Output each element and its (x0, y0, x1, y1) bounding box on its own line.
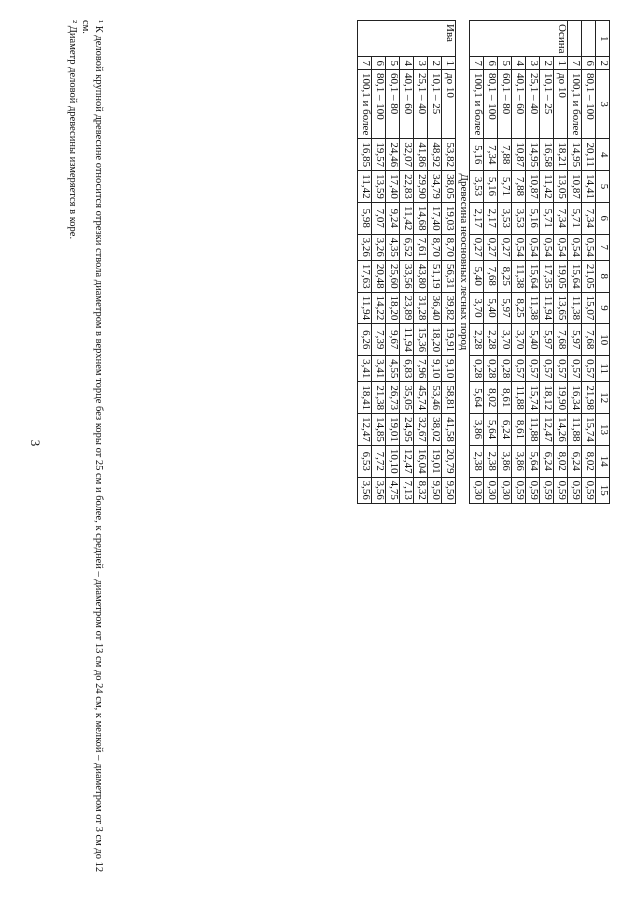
value-cell: 14,95 (526, 139, 540, 171)
value-cell: 0,59 (512, 477, 526, 503)
value-cell: 5,64 (526, 445, 540, 477)
value-cell: 13,59 (372, 171, 386, 203)
value-cell: 15,64 (526, 260, 540, 292)
row-number: 7 (358, 57, 372, 70)
value-cell: 5,98 (358, 202, 372, 234)
row-number: 6 (484, 57, 498, 70)
value-cell: 21,38 (372, 382, 386, 414)
column-header: 4 (596, 139, 610, 171)
value-cell: 32,07 (400, 139, 414, 171)
value-cell: 26,73 (386, 382, 400, 414)
value-cell: 7,39 (372, 324, 386, 356)
value-cell: 20,11 (582, 139, 596, 171)
value-cell: 18,12 (540, 382, 554, 414)
value-cell: 7,68 (554, 324, 568, 356)
value-cell: 38,02 (428, 414, 442, 446)
value-cell: 19,91 (442, 324, 456, 356)
diameter-class: 40,1 – 60 (512, 69, 526, 138)
species-name: Осина (470, 21, 568, 57)
species-cell (568, 21, 582, 57)
value-cell: 0,28 (484, 356, 498, 382)
value-cell: 0,30 (470, 477, 484, 503)
value-cell: 11,94 (540, 292, 554, 324)
row-number: 3 (526, 57, 540, 70)
value-cell: 11,42 (540, 171, 554, 203)
value-cell: 11,38 (512, 260, 526, 292)
value-cell: 3,86 (470, 414, 484, 446)
value-cell: 5,40 (470, 260, 484, 292)
diameter-class: 25,1 – 40 (414, 69, 428, 138)
value-cell: 6,26 (358, 324, 372, 356)
value-cell: 38,05 (442, 171, 456, 203)
column-header: 6 (596, 202, 610, 234)
value-cell: 15,64 (568, 260, 582, 292)
value-cell: 43,80 (414, 260, 428, 292)
value-cell: 3,41 (358, 356, 372, 382)
table-row (554, 21, 568, 504)
page-number: 3 (28, 439, 43, 447)
value-cell: 14,26 (554, 414, 568, 446)
column-header: 12 (596, 382, 610, 414)
value-cell: 5,64 (470, 382, 484, 414)
row-number: 6 (582, 57, 596, 70)
value-cell: 31,28 (414, 292, 428, 324)
value-cell: 0,57 (582, 356, 596, 382)
value-cell: 9,50 (442, 477, 456, 503)
value-cell: 2,38 (470, 445, 484, 477)
value-cell: 20,79 (442, 445, 456, 477)
column-header: 8 (596, 260, 610, 292)
value-cell: 6,52 (400, 234, 414, 260)
row-number: 4 (512, 57, 526, 70)
row-number: 6 (372, 57, 386, 70)
diameter-class: до 10 (554, 69, 568, 138)
value-cell: 5,97 (498, 292, 512, 324)
section-title: Древесина неосновных лесных пород (456, 21, 470, 504)
value-cell: 11,38 (526, 292, 540, 324)
value-cell: 0,54 (568, 234, 582, 260)
value-cell: 15,74 (582, 414, 596, 446)
value-cell: 0,59 (526, 477, 540, 503)
value-cell: 0,59 (554, 477, 568, 503)
column-header: 9 (596, 292, 610, 324)
value-cell: 11,42 (358, 171, 372, 203)
value-cell: 0,54 (540, 234, 554, 260)
value-cell: 12,47 (540, 414, 554, 446)
row-number: 2 (428, 57, 442, 70)
value-cell: 32,67 (414, 414, 428, 446)
column-header: 13 (596, 414, 610, 446)
row-number: 7 (568, 57, 582, 70)
value-cell: 4,35 (386, 234, 400, 260)
row-number: 5 (386, 57, 400, 70)
value-cell: 8,02 (484, 382, 498, 414)
value-cell: 8,61 (498, 382, 512, 414)
value-cell: 33,56 (400, 260, 414, 292)
value-cell: 7,88 (512, 171, 526, 203)
value-cell: 16,85 (358, 139, 372, 171)
value-cell: 0,30 (498, 477, 512, 503)
value-cell: 16,04 (414, 445, 428, 477)
value-cell: 16,34 (568, 382, 582, 414)
value-cell: 7,72 (372, 445, 386, 477)
value-cell: 2,17 (470, 202, 484, 234)
column-header: 10 (596, 324, 610, 356)
table-row (428, 21, 442, 504)
value-cell: 8,32 (414, 477, 428, 503)
value-cell: 0,57 (512, 356, 526, 382)
value-cell: 11,38 (568, 292, 582, 324)
value-cell: 21,05 (582, 260, 596, 292)
value-cell: 19,01 (386, 414, 400, 446)
value-cell: 11,94 (358, 292, 372, 324)
row-number: 5 (498, 57, 512, 70)
value-cell: 51,19 (428, 260, 442, 292)
value-cell: 2,28 (470, 324, 484, 356)
value-cell: 14,85 (372, 414, 386, 446)
value-cell: 0,30 (484, 477, 498, 503)
value-cell: 36,40 (428, 292, 442, 324)
value-cell: 7,13 (400, 477, 414, 503)
value-cell: 7,34 (582, 202, 596, 234)
value-cell: 4,55 (386, 356, 400, 382)
value-cell: 3,41 (372, 356, 386, 382)
value-cell: 0,57 (568, 356, 582, 382)
value-cell: 3,53 (498, 202, 512, 234)
row-number: 1 (442, 57, 456, 70)
footnote-2: ² Диаметр деловой древесины измеряется в коре. (67, 20, 78, 240)
value-cell: 53,82 (442, 139, 456, 171)
value-cell: 0,57 (540, 356, 554, 382)
value-cell: 6,24 (540, 445, 554, 477)
value-cell: 21,98 (582, 382, 596, 414)
table-row (540, 21, 554, 504)
value-cell: 0,54 (512, 234, 526, 260)
column-header: 2 (596, 57, 610, 70)
value-cell: 0,54 (582, 234, 596, 260)
value-cell: 19,03 (442, 202, 456, 234)
value-cell: 0,54 (554, 234, 568, 260)
value-cell: 5,64 (484, 414, 498, 446)
value-cell: 0,28 (470, 356, 484, 382)
value-cell: 2,28 (484, 324, 498, 356)
value-cell: 5,40 (484, 292, 498, 324)
diameter-class: 100,1 и более (568, 69, 582, 138)
value-cell: 5,71 (498, 171, 512, 203)
value-cell: 8,61 (512, 414, 526, 446)
value-cell: 14,22 (372, 292, 386, 324)
value-cell: 0,57 (526, 356, 540, 382)
diameter-class: 25,1 – 40 (526, 69, 540, 138)
value-cell: 5,40 (526, 324, 540, 356)
value-cell: 7,61 (414, 234, 428, 260)
value-cell: 7,07 (372, 202, 386, 234)
diameter-class: 100,1 и более (470, 69, 484, 138)
value-cell: 7,68 (582, 324, 596, 356)
value-cell: 15,74 (526, 382, 540, 414)
table-row (386, 21, 400, 504)
value-cell: 11,94 (400, 324, 414, 356)
value-cell: 5,16 (470, 139, 484, 171)
value-cell: 25,60 (386, 260, 400, 292)
diameter-class: до 10 (442, 69, 456, 138)
value-cell: 48,92 (428, 139, 442, 171)
value-cell: 24,46 (386, 139, 400, 171)
diameter-class: 100,1 и более (358, 69, 372, 138)
column-header: 14 (596, 445, 610, 477)
value-cell: 39,82 (442, 292, 456, 324)
value-cell: 14,41 (582, 171, 596, 203)
value-cell: 0,59 (540, 477, 554, 503)
value-cell: 34,79 (428, 171, 442, 203)
value-cell: 7,96 (414, 356, 428, 382)
table-row (484, 21, 498, 504)
value-cell: 3,26 (358, 234, 372, 260)
value-cell: 7,68 (484, 260, 498, 292)
value-cell: 5,71 (568, 202, 582, 234)
value-cell: 35,05 (400, 382, 414, 414)
value-cell: 8,02 (554, 445, 568, 477)
value-cell: 10,10 (386, 445, 400, 477)
diameter-class: 40,1 – 60 (400, 69, 414, 138)
value-cell: 20,48 (372, 260, 386, 292)
value-cell: 8,25 (498, 260, 512, 292)
value-cell: 4,75 (386, 477, 400, 503)
value-cell: 3,56 (358, 477, 372, 503)
table-row (470, 21, 484, 504)
value-cell: 11,88 (568, 414, 582, 446)
value-cell: 7,88 (498, 139, 512, 171)
column-header: 15 (596, 477, 610, 503)
value-cell: 10,87 (512, 139, 526, 171)
value-cell: 29,90 (414, 171, 428, 203)
value-cell: 8,70 (428, 234, 442, 260)
value-cell: 18,20 (386, 292, 400, 324)
value-cell: 0,28 (498, 356, 512, 382)
value-cell: 12,47 (400, 445, 414, 477)
value-cell: 10,87 (568, 171, 582, 203)
table-row (372, 21, 386, 504)
table-row (358, 21, 372, 504)
value-cell: 3,53 (470, 171, 484, 203)
table-row (526, 21, 540, 504)
table-row (400, 21, 414, 504)
value-cell: 18,41 (358, 382, 372, 414)
table-row (498, 21, 512, 504)
value-cell: 3,70 (498, 324, 512, 356)
value-cell: 7,34 (554, 202, 568, 234)
row-number: 7 (470, 57, 484, 70)
value-cell: 11,88 (526, 414, 540, 446)
value-cell: 14,68 (414, 202, 428, 234)
diameter-class: 10,1 – 25 (540, 69, 554, 138)
value-cell: 13,65 (554, 292, 568, 324)
section-row (456, 21, 470, 504)
rotated-table-sheet (50, 20, 610, 880)
value-cell: 5,97 (540, 324, 554, 356)
value-cell: 24,95 (400, 414, 414, 446)
value-cell: 17,63 (358, 260, 372, 292)
value-cell: 11,88 (512, 382, 526, 414)
value-cell: 9,24 (386, 202, 400, 234)
value-cell: 6,83 (400, 356, 414, 382)
column-header: 7 (596, 234, 610, 260)
value-cell: 6,24 (498, 414, 512, 446)
value-cell: 10,87 (526, 171, 540, 203)
value-cell: 8,70 (442, 234, 456, 260)
value-cell: 56,31 (442, 260, 456, 292)
value-cell: 41,86 (414, 139, 428, 171)
diameter-class: 60,1 – 80 (386, 69, 400, 138)
column-header: 5 (596, 171, 610, 203)
value-cell: 18,20 (428, 324, 442, 356)
value-cell: 23,89 (400, 292, 414, 324)
diameter-class: 80,1 – 100 (582, 69, 596, 138)
header-row (596, 21, 610, 504)
value-cell: 9,10 (442, 356, 456, 382)
value-cell: 0,59 (582, 477, 596, 503)
table-row (568, 21, 582, 504)
value-cell: 0,27 (470, 234, 484, 260)
species-cell (582, 21, 596, 57)
value-cell: 58,81 (442, 382, 456, 414)
value-cell: 3,86 (512, 445, 526, 477)
value-cell: 17,35 (540, 260, 554, 292)
diameter-class: 80,1 – 100 (484, 69, 498, 138)
footnotes (66, 20, 105, 880)
table-row (512, 21, 526, 504)
value-cell: 3,70 (512, 324, 526, 356)
value-cell: 45,74 (414, 382, 428, 414)
value-cell: 0,27 (484, 234, 498, 260)
value-cell: 3,56 (372, 477, 386, 503)
value-cell: 9,10 (428, 356, 442, 382)
value-cell: 0,59 (568, 477, 582, 503)
value-cell: 5,97 (568, 324, 582, 356)
value-cell: 2,38 (484, 445, 498, 477)
column-header: 11 (596, 356, 610, 382)
value-cell: 15,07 (582, 292, 596, 324)
row-number: 2 (540, 57, 554, 70)
value-cell: 5,16 (484, 171, 498, 203)
value-cell: 2,17 (484, 202, 498, 234)
footnote-1: ¹ К деловой крупной древесине относится отрезки ствола диаметром в верхнем торце без коры от 25 см и более, к средней – диаметром от 13 см до 24 см, к мелкой – диаметром от 3 см до 12 см. (80, 20, 104, 873)
value-cell: 9,67 (386, 324, 400, 356)
value-cell: 11,42 (400, 202, 414, 234)
value-cell: 8,02 (582, 445, 596, 477)
column-header: 1 (596, 21, 610, 57)
rates-table (357, 20, 610, 504)
table-row (442, 21, 456, 504)
value-cell: 17,40 (428, 202, 442, 234)
value-cell: 3,53 (512, 202, 526, 234)
value-cell: 19,05 (554, 260, 568, 292)
value-cell: 19,90 (554, 382, 568, 414)
row-number: 3 (414, 57, 428, 70)
value-cell: 18,21 (554, 139, 568, 171)
value-cell: 3,86 (498, 445, 512, 477)
value-cell: 17,40 (386, 171, 400, 203)
value-cell: 22,83 (400, 171, 414, 203)
value-cell: 6,24 (568, 445, 582, 477)
value-cell: 12,47 (358, 414, 372, 446)
value-cell: 6,53 (358, 445, 372, 477)
value-cell: 7,34 (484, 139, 498, 171)
value-cell: 19,01 (428, 445, 442, 477)
value-cell: 3,26 (372, 234, 386, 260)
value-cell: 0,57 (554, 356, 568, 382)
value-cell: 0,27 (498, 234, 512, 260)
value-cell: 9,50 (428, 477, 442, 503)
value-cell: 16,58 (540, 139, 554, 171)
value-cell: 13,05 (554, 171, 568, 203)
value-cell: 14,95 (568, 139, 582, 171)
table-row (414, 21, 428, 504)
row-number: 1 (554, 57, 568, 70)
value-cell: 0,54 (526, 234, 540, 260)
row-number: 4 (400, 57, 414, 70)
value-cell: 53,46 (428, 382, 442, 414)
value-cell: 3,70 (470, 292, 484, 324)
value-cell: 15,36 (414, 324, 428, 356)
value-cell: 19,57 (372, 139, 386, 171)
value-cell: 41,58 (442, 414, 456, 446)
value-cell: 5,16 (526, 202, 540, 234)
table-row (582, 21, 596, 504)
species-name: Ива (358, 21, 456, 57)
diameter-class: 80,1 – 100 (372, 69, 386, 138)
value-cell: 8,25 (512, 292, 526, 324)
value-cell: 5,71 (540, 202, 554, 234)
diameter-class: 10,1 – 25 (428, 69, 442, 138)
diameter-class: 60,1 – 80 (498, 69, 512, 138)
column-header: 3 (596, 69, 610, 138)
